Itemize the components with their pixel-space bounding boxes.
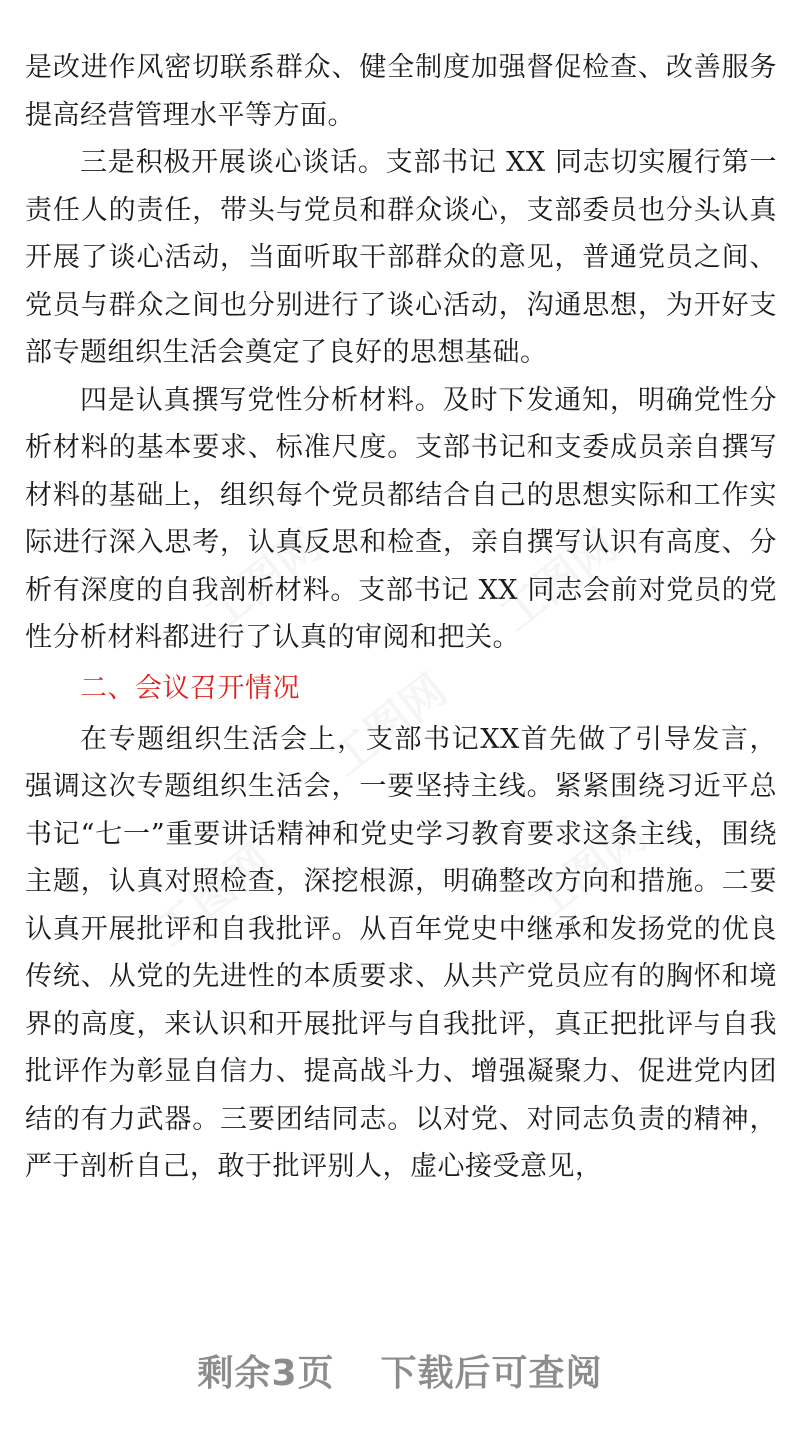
download-banner[interactable] <box>0 1345 800 1396</box>
document-body <box>25 44 777 1191</box>
watermark: 工图网 <box>521 809 657 932</box>
paragraph: 在专题组织生活会上，支部书记XX首先做了引导发言，强调这次专题组织生活会，一要坚持主线。紧紧围绕习近平总书记“七一”重要讲话精神和党史学习教育要求这条主线，围绕主题，认真对照检查，深挖根源，明确整改方向和措施。二要认真开展批评和自我批评。从百年党史中继承和发扬党的优良传统、从党的先进性的本质要求、从共产党员应有的胸怀和境界的高度，来认识和开展批评与自我批评，真正把批评与自我批评作为彰显自信力、提高战斗力、增强凝聚力、促进党内团结的有力武器。三要团结同志。以对党、对同志负责的精神，严于剖析自己，敢于批评别人，虚心接受意见， <box>25 723 777 1182</box>
paragraph: 四是认真撰写党性分析材料。及时下发通知，明确党性分析材料的基本要求、标准尺度。支部书记和支委成员亲自撰写材料的基础上，组织每个党员都结合自己的思想实际和工作实际进行深入思考，认真反思和检查，亲自撰写认识有高度、分析有深度的自我剖析材料。支部书记 XX 同志会前对党员的党性分析材料都进行了认真的审阅和把关。 <box>25 384 777 653</box>
watermark: 工图网 <box>146 834 282 957</box>
paragraph: 是改进作风密切联系群众、健全制度加强督促检查、改善服务提高经营管理水平等方面。 <box>25 52 777 131</box>
section-heading: 二、会议召开情况 <box>80 672 300 704</box>
watermark: 工图网 <box>491 519 627 642</box>
paragraph: 三是积极开展谈心谈话。支部书记 XX 同志切实履行第一责任人的责任，带头与党员和群众谈心，支部委员也分头认真开展了谈心活动，当面听取干部群众的意见，普通党员之间、党员与群众之间也分别进行了谈心活动，沟通思想，为开好支部专题组织生活会奠定了良好的思想基础。 <box>25 147 777 368</box>
download-prompt-label: 下载后可查阅 <box>380 1353 603 1394</box>
remaining-pages-label: 剩余3页 <box>197 1353 335 1394</box>
watermark: 工图网 <box>321 664 457 787</box>
watermark: 工图网 <box>196 519 332 642</box>
